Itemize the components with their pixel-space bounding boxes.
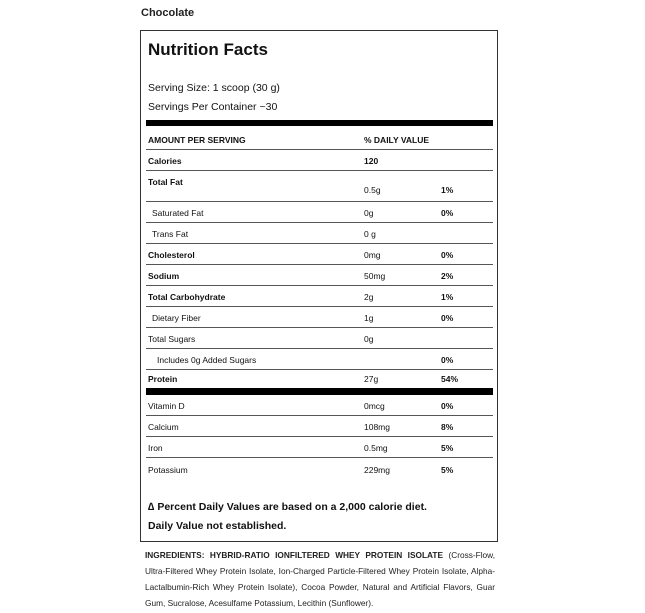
flavor-title: Chocolate	[141, 7, 195, 19]
table-row	[146, 202, 493, 223]
nutrient-dv: 1%	[441, 185, 454, 195]
nutrient-dv: 2%	[441, 271, 454, 281]
nutrient-name: Total Fat	[148, 177, 183, 187]
nutrient-name: Includes 0g Added Sugars	[157, 355, 257, 365]
nutrient-amount: 229mg	[364, 465, 390, 475]
table-row	[146, 286, 493, 307]
table-row	[146, 328, 493, 349]
table-row	[146, 370, 493, 388]
nutrient-dv: 0%	[441, 313, 454, 323]
table-header	[146, 128, 493, 150]
nutrient-name: Potassium	[148, 465, 188, 475]
nutrient-amount: 0g	[364, 208, 374, 218]
not-established-footnote: Daily Value not established.	[148, 520, 287, 532]
serving-size: Serving Size: 1 scoop (30 g)	[148, 82, 280, 94]
nutrient-dv: 0%	[441, 208, 454, 218]
nutrient-dv: 0%	[441, 355, 454, 365]
table-row	[146, 171, 493, 202]
panel-title: Nutrition Facts	[148, 40, 268, 59]
nutrient-dv: 1%	[441, 292, 454, 302]
nutrient-amount: 27g	[364, 374, 379, 384]
ingredients-text	[145, 547, 495, 611]
nutrient-name: Trans Fat	[152, 229, 189, 239]
nutrient-name: Calories	[148, 156, 182, 166]
nutrient-amount: 2g	[364, 292, 374, 302]
nutrient-name: Total Sugars	[148, 334, 196, 344]
nutrient-name: Iron	[148, 443, 163, 453]
nutrient-dv: 5%	[441, 443, 454, 453]
table-row	[146, 244, 493, 265]
thick-divider-vitamins	[146, 388, 493, 395]
nutrient-name: Total Carbohydrate	[148, 292, 226, 302]
nutrient-name: Dietary Fiber	[152, 313, 201, 323]
nutrient-amount: 120	[364, 156, 379, 166]
nutrient-name: Sodium	[148, 271, 180, 281]
nutrient-name: Vitamin D	[148, 401, 185, 411]
table-row	[146, 416, 493, 437]
table-row	[146, 223, 493, 244]
table-row	[146, 458, 493, 481]
nutrient-table	[146, 128, 493, 481]
nutrient-amount: 1g	[364, 313, 374, 323]
ingredients-list: (Cross-Flow, Ultra-Filtered Whey Protein Isolate, Ion-Charged Particle-Filtered Whey Protein Isolate, Alpha-Lactalbumin-Rich Whey Protein Isolate), Cocoa Powder, Natural and Artificial Flavors, Guar Gum, Sucralose, Acesulfame Potassium, Lecithin (Sunflower).	[145, 550, 495, 608]
nutrient-name: Saturated Fat	[152, 208, 204, 218]
nutrient-dv: 5%	[441, 465, 454, 475]
nutrient-amount: 0mg	[364, 250, 381, 260]
nutrient-amount: 0mcg	[364, 401, 385, 411]
nutrient-dv: 54%	[441, 374, 459, 384]
nutrient-amount: 0.5g	[364, 185, 381, 195]
nutrient-amount: 50mg	[364, 271, 386, 281]
table-row	[146, 307, 493, 328]
table-row	[146, 395, 493, 416]
thick-divider-top	[146, 120, 493, 126]
daily-value-footnote: ∆ Percent Daily Values are based on a 2,000 calorie diet.	[148, 501, 427, 513]
nutrient-amount: 108mg	[364, 422, 390, 432]
nutrient-name: Cholesterol	[148, 250, 195, 260]
nutrient-name: Calcium	[148, 422, 179, 432]
table-row	[146, 150, 493, 171]
header-dv: % DAILY VALUE	[364, 135, 430, 145]
ingredients-label: INGREDIENTS: HYBRID-RATIO IONFILTERED WHEY PROTEIN ISOLATE	[145, 550, 444, 560]
table-row	[146, 349, 493, 370]
nutrient-dv: 0%	[441, 250, 454, 260]
header-amount: AMOUNT PER SERVING	[148, 135, 246, 145]
nutrient-amount: 0 g	[364, 229, 376, 239]
table-row	[146, 265, 493, 286]
servings-per-container: Servings Per Container ~30	[148, 101, 278, 113]
nutrient-name: Protein	[148, 374, 178, 384]
nutrient-dv: 8%	[441, 422, 454, 432]
nutrient-amount: 0.5mg	[364, 443, 388, 453]
nutrient-dv: 0%	[441, 401, 454, 411]
nutrient-amount: 0g	[364, 334, 374, 344]
table-row	[146, 437, 493, 458]
nutrition-facts-panel	[140, 30, 498, 542]
